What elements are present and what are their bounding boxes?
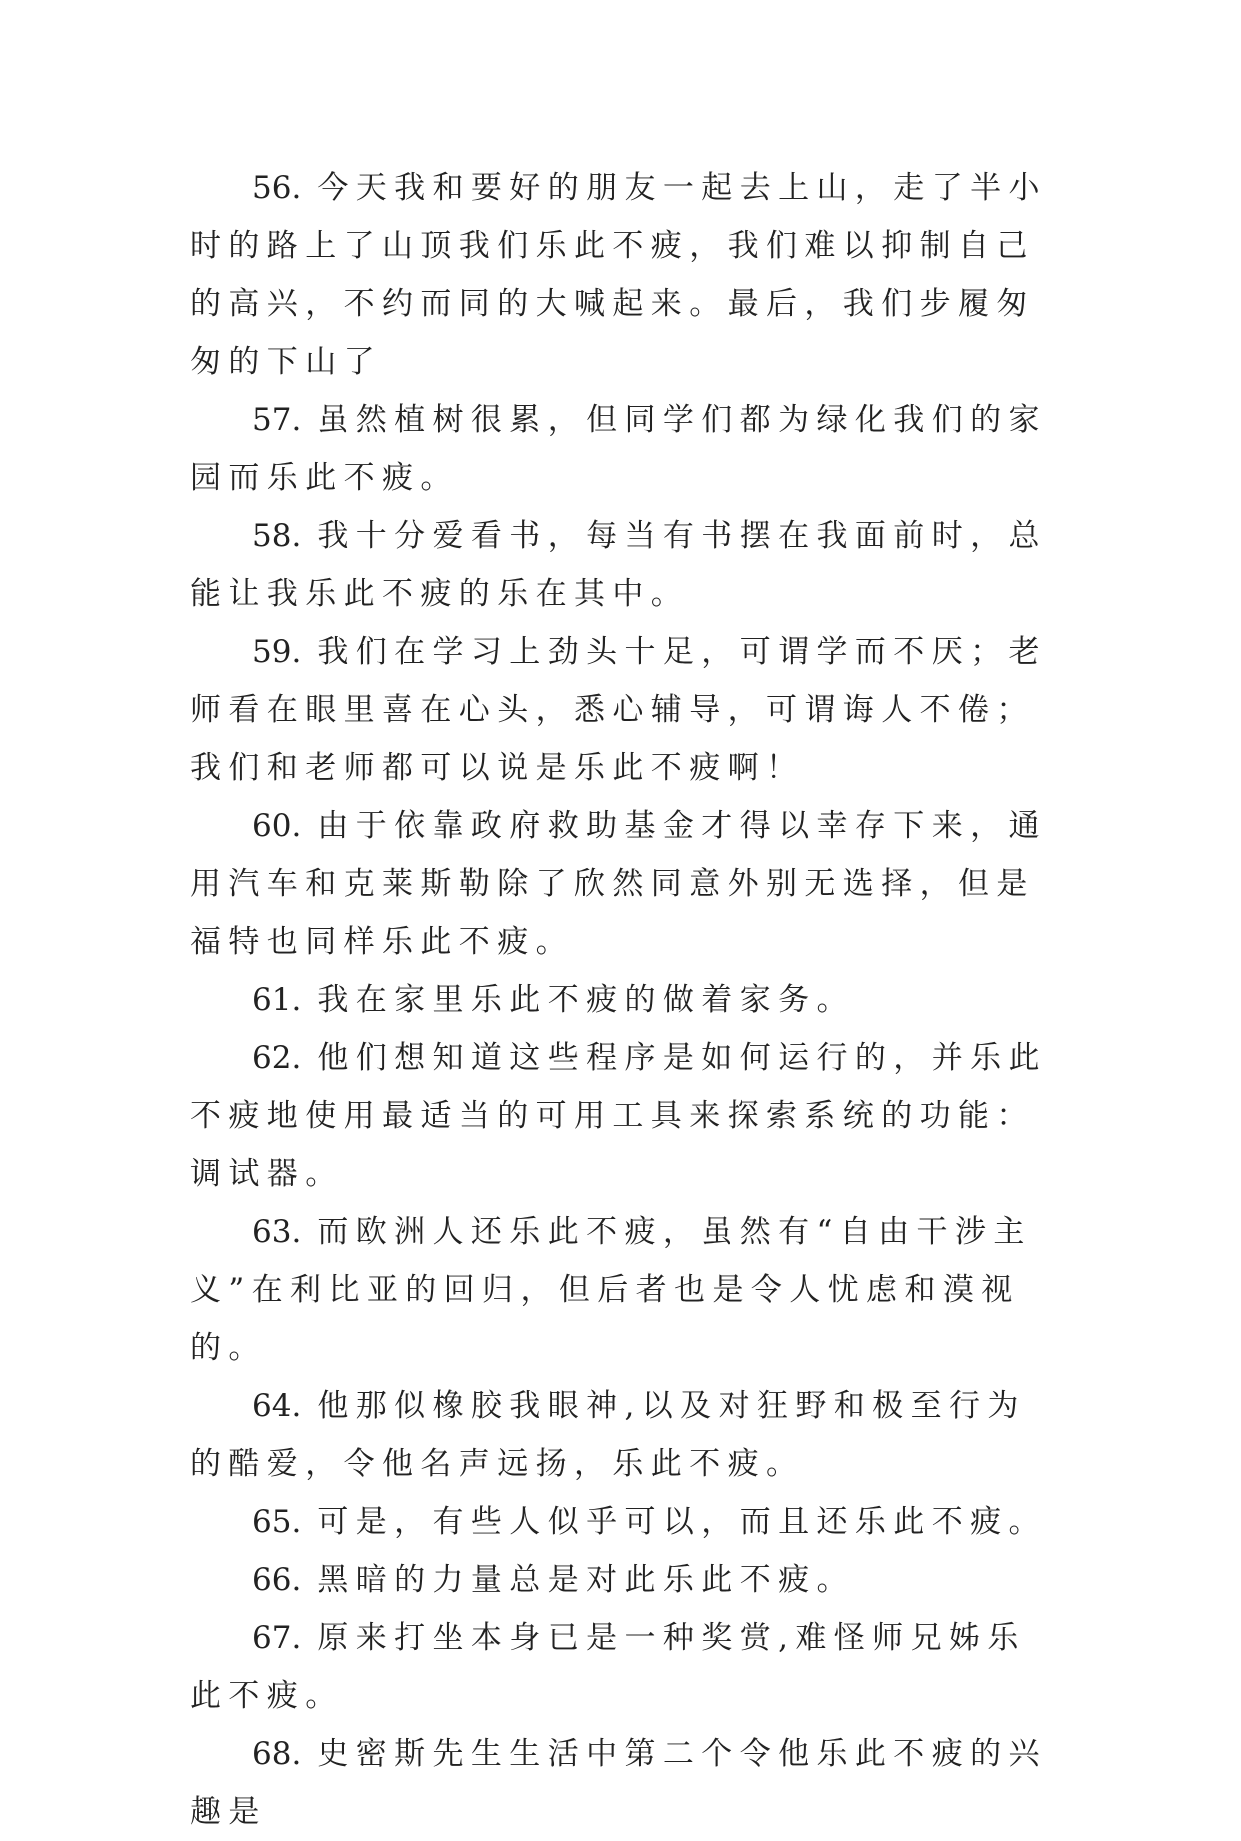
paragraph-65	[190, 1493, 1050, 1551]
paragraph-number: 60.	[252, 808, 302, 844]
paragraph-number: 68.	[252, 1736, 302, 1772]
paragraph-text: 原来打坐本身已是一种奖赏,难怪师兄姊乐此不疲。	[190, 1620, 1026, 1714]
paragraph-62	[190, 1029, 1050, 1203]
paragraph-text: 我在家里乐此不疲的做着家务。	[317, 982, 855, 1018]
paragraph-text: 黑暗的力量总是对此乐此不疲。	[317, 1562, 855, 1598]
paragraph-number: 59.	[252, 634, 302, 670]
paragraph-number: 57.	[252, 402, 302, 438]
paragraph-text: 他那似橡胶我眼神,以及对狂野和极至行为的酷爱，令他名声远扬，乐此不疲。	[190, 1388, 1026, 1482]
paragraph-58	[190, 507, 1050, 623]
paragraph-number: 62.	[252, 1040, 302, 1076]
paragraph-text: 我十分爱看书，每当有书摆在我面前时，总能让我乐此不疲的乐在其中。	[190, 518, 1047, 612]
paragraph-59	[190, 623, 1050, 797]
paragraph-57	[190, 391, 1050, 507]
paragraph-text: 而欧洲人还乐此不疲，虽然有“自由干涉主义”在利比亚的回归，但后者也是令人忧虑和漠视的。	[190, 1214, 1032, 1366]
paragraph-text: 我们在学习上劲头十足，可谓学而不厌；老师看在眼里喜在心头，悉心辅导，可谓诲人不倦；我们和老师都可以说是乐此不疲啊！	[190, 634, 1047, 786]
paragraph-number: 56.	[252, 170, 302, 206]
paragraph-60	[190, 797, 1050, 971]
paragraph-63	[190, 1203, 1050, 1377]
paragraph-64	[190, 1377, 1050, 1493]
paragraph-number: 63.	[252, 1214, 302, 1250]
paragraph-text: 可是，有些人似乎可以，而且还乐此不疲。	[317, 1504, 1047, 1540]
paragraph-56	[190, 159, 1050, 391]
paragraph-number: 65.	[252, 1504, 302, 1540]
paragraph-number: 67.	[252, 1620, 302, 1656]
paragraph-66	[190, 1551, 1050, 1609]
paragraph-text: 今天我和要好的朋友一起去上山，走了半小时的路上了山顶我们乐此不疲，我们难以抑制自己的高兴，不约而同的大喊起来。最后，我们步履匆匆的下山了	[190, 170, 1047, 380]
paragraph-number: 64.	[252, 1388, 302, 1424]
paragraph-number: 58.	[252, 518, 302, 554]
paragraph-number: 66.	[252, 1562, 302, 1598]
paragraph-68	[190, 1725, 1050, 1841]
document-body	[190, 159, 1050, 1841]
paragraph-number: 61.	[252, 982, 302, 1018]
paragraph-text: 虽然植树很累，但同学们都为绿化我们的家园而乐此不疲。	[190, 402, 1047, 496]
paragraph-67	[190, 1609, 1050, 1725]
paragraph-text: 由于依靠政府救助基金才得以幸存下来，通用汽车和克莱斯勒除了欣然同意外别无选择，但是福特也同样乐此不疲。	[190, 808, 1047, 960]
paragraph-text: 史密斯先生生活中第二个令他乐此不疲的兴趣是	[190, 1736, 1047, 1830]
paragraph-text: 他们想知道这些程序是如何运行的，并乐此不疲地使用最适当的可用工具来探索系统的功能：调试器。	[190, 1040, 1047, 1192]
paragraph-61	[190, 971, 1050, 1029]
